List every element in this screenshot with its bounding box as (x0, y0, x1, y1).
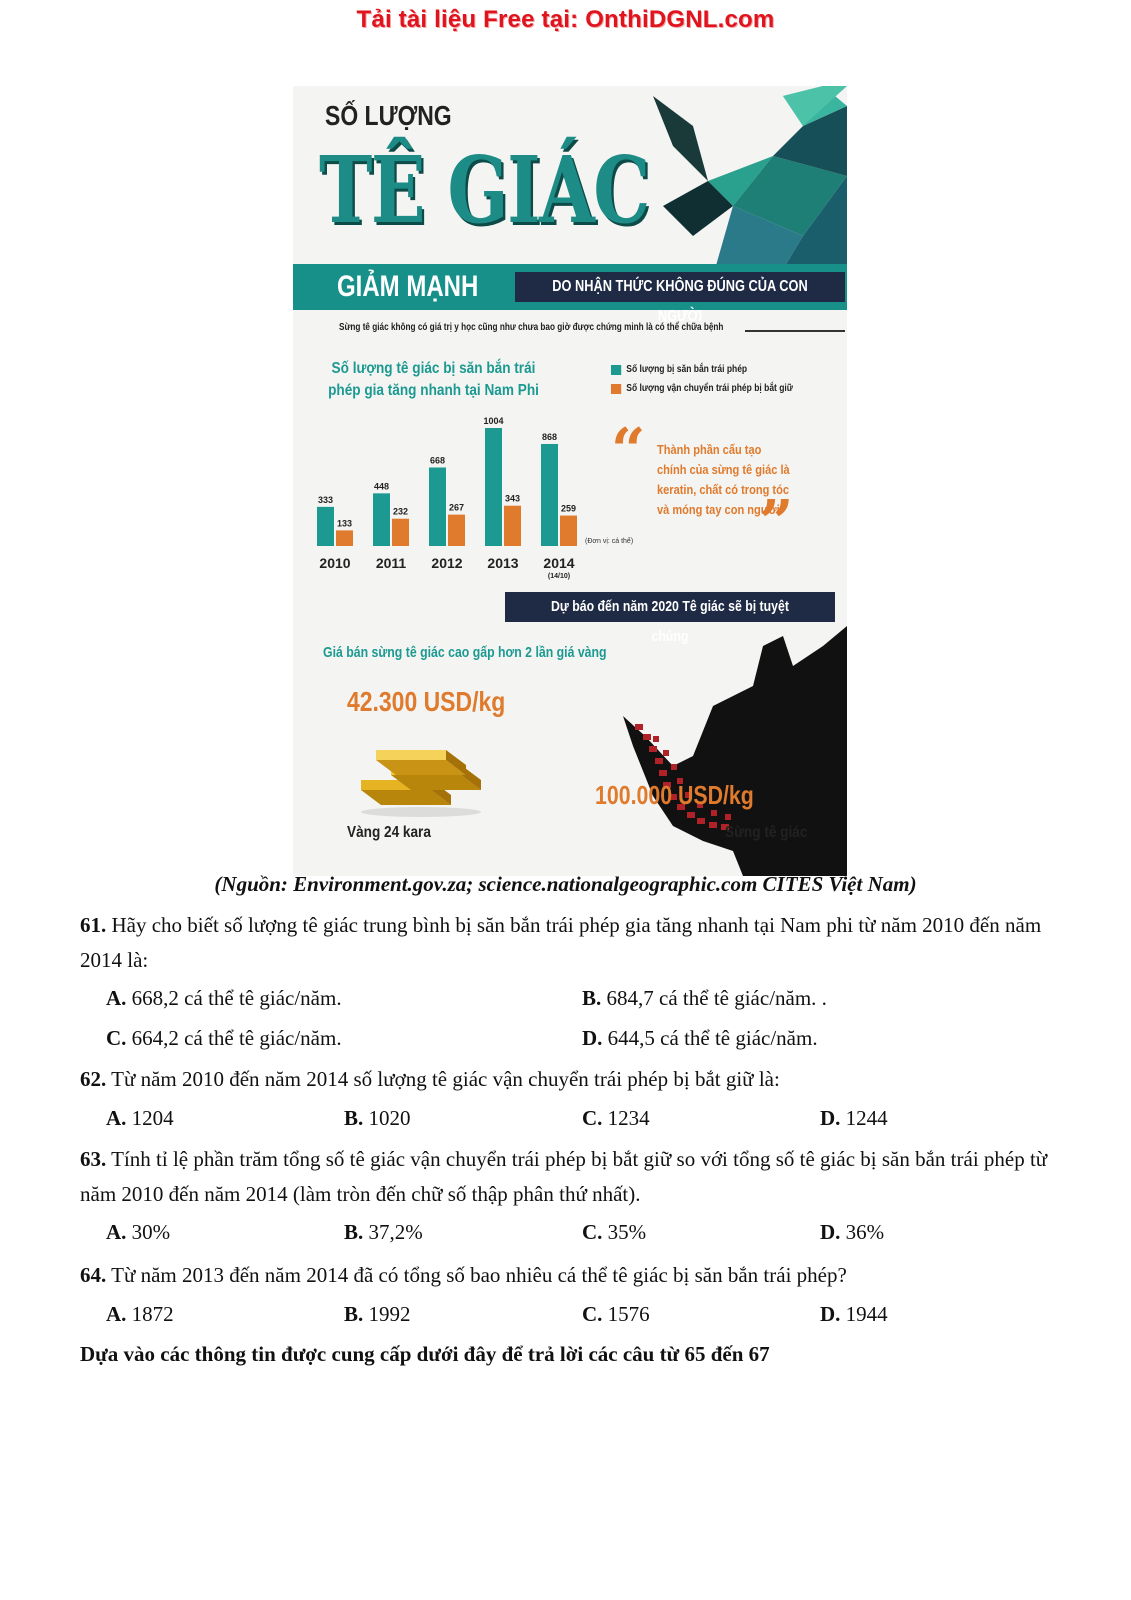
q62-option-d[interactable]: D. 1244 (820, 1106, 888, 1130)
rhino-infographic (293, 86, 847, 876)
question-text: Tính tỉ lệ phần trăm tổng số tê giác vận chuyển trái phép bị bắt giữ so với tổng số tê giác bị săn bắn trái phép từ năm 2010 đến năm 2014 (làm tròn đến chữ số thập phân thứ nhất). (80, 1147, 1048, 1206)
question-64 (80, 1258, 1050, 1293)
close-quote-icon: ” (759, 488, 794, 558)
headline-cause: DO NHẬN THỨC KHÔNG ĐÚNG CỦA CON NGƯỜI (515, 272, 845, 302)
q61-option-a[interactable]: A. 668,2 cá thể tê giác/năm. (106, 986, 342, 1010)
q63-option-d[interactable]: D. 36% (820, 1220, 885, 1244)
bar-poached-2012 (429, 467, 446, 546)
x-tick-label-2012: 2012 (431, 555, 463, 571)
q64-option-d[interactable]: D. 1944 (820, 1302, 888, 1326)
unit-note: (Đơn vị: cá thể) (585, 538, 634, 545)
q62-option-c[interactable]: C. 1234 (582, 1106, 650, 1130)
gold-price: 42.300 USD/kg (347, 686, 506, 717)
source-citation: (Nguồn: Environment.gov.za; science.nationalgeographic.com CITES Việt Nam) (214, 872, 917, 896)
q62-option-a[interactable]: A. 1204 (106, 1106, 174, 1130)
question-number: 64. (80, 1263, 107, 1287)
question-text: Từ năm 2013 đến năm 2014 đã có tổng số bao nhiêu cá thể tê giác bị săn bắn trái phép? (111, 1263, 847, 1287)
data-label-poached-2011: 448 (373, 481, 390, 492)
q63-option-b[interactable]: B. 37,2% (344, 1220, 423, 1244)
bar-poached-2013 (485, 428, 502, 546)
q63-option-c[interactable]: C. 35% (582, 1220, 647, 1244)
gold-label: Vàng 24 kara (347, 824, 431, 841)
q61-option-c[interactable]: C. 664,2 cá thể tê giác/năm. (106, 1026, 342, 1050)
data-label-poached-2010: 333 (317, 494, 334, 505)
legend-label-poached: Số lượng bị săn bắn trái phép (626, 364, 748, 375)
bar-seized-2011 (392, 519, 409, 546)
section-instruction: Dựa vào các thông tin được cung cấp dưới đây để trả lời các câu từ 65 đến 67 (80, 1342, 770, 1366)
x-tick-sublabel-2014: (14/10) (547, 573, 571, 580)
data-label-poached-2014: 868 (541, 431, 558, 442)
headline-decline: GIẢM MẠNH (337, 270, 479, 303)
bar-poached-2010 (317, 507, 334, 546)
q64-option-a[interactable]: A. 1872 (106, 1302, 174, 1326)
bar-poached-2014 (541, 444, 558, 546)
extinction-forecast: Dự báo đến năm 2020 Tê giác sẽ bị tuyệt chủng (505, 592, 835, 622)
legend-label-seized: Số lượng vận chuyển trái phép bị bắt giữ (626, 383, 793, 394)
question-text: Từ năm 2010 đến năm 2014 số lượng tê giác vận chuyển trái phép bị bắt giữ là: (111, 1067, 780, 1091)
x-tick-label-2011: 2011 (375, 555, 407, 571)
infographic-title-small: SỐ LƯỢNG (325, 100, 452, 131)
question-number: 63. (80, 1147, 107, 1171)
infographic-title-big: TÊ GIÁC (319, 136, 649, 244)
x-tick-label-2010: 2010 (319, 555, 351, 571)
horn-label: Sừng tê giác (725, 824, 808, 841)
question-number: 62. (80, 1067, 107, 1091)
q62-option-b[interactable]: B. 1020 (344, 1106, 411, 1130)
rhino-head-illustration (653, 86, 847, 286)
bar-poached-2011 (373, 493, 390, 546)
note-divider (745, 330, 845, 332)
question-text: Hãy cho biết số lượng tê giác trung bình bị săn bắn trái phép gia tăng nhanh tại Nam phi từ năm 2010 đến năm 2014 là: (80, 913, 1042, 972)
gold-bars-icon (351, 730, 491, 820)
data-label-seized-2012: 267 (448, 502, 465, 513)
legend-swatch-teal (611, 365, 621, 375)
data-label-poached-2013: 1004 (483, 416, 504, 426)
bar-seized-2012 (448, 515, 465, 546)
question-61 (80, 908, 1050, 978)
data-label-seized-2010: 133 (336, 518, 353, 529)
rhino-silhouette-icon (593, 626, 847, 876)
chart-title: Số lượng tê giác bị săn bắn trái phép gia tăng nhanh tại Nam Phi (328, 360, 539, 399)
bar-seized-2013 (504, 506, 521, 546)
medical-value-note: Sừng tê giác không có giá trị y học cũng như chưa bao giờ được chứng minh là có thể chữa bệnh (339, 322, 724, 333)
q61-option-b[interactable]: B. 684,7 cá thể tê giác/năm. . (582, 986, 827, 1010)
bar-seized-2014 (560, 516, 577, 546)
q63-option-a[interactable]: A. 30% (106, 1220, 171, 1244)
question-number: 61. (80, 913, 107, 937)
legend-item-poached (611, 364, 793, 375)
q61-option-d[interactable]: D. 644,5 cá thể tê giác/năm. (582, 1026, 818, 1050)
x-tick-label-2014: 2014 (543, 555, 575, 571)
quote-text: Thành phần cấu tạo chính của sừng tê giác là keratin, chất có trong tóc và móng tay con người. (657, 442, 790, 517)
data-label-seized-2013: 343 (504, 493, 521, 504)
bar-seized-2010 (336, 530, 353, 546)
question-62 (80, 1062, 1050, 1097)
data-label-poached-2012: 668 (429, 455, 446, 466)
rhino-bar-chart (313, 386, 643, 586)
question-63 (80, 1142, 1050, 1212)
open-quote-icon: “ (611, 416, 646, 486)
x-tick-label-2013: 2013 (487, 555, 519, 571)
horn-price: 100.000 USD/kg (595, 780, 754, 810)
q64-option-c[interactable]: C. 1576 (582, 1302, 650, 1326)
data-label-seized-2011: 232 (392, 506, 409, 517)
q64-option-b[interactable]: B. 1992 (344, 1302, 411, 1326)
price-comparison-note: Giá bán sừng tê giác cao gấp hơn 2 lần giá vàng (323, 644, 607, 661)
download-banner[interactable]: Tải tài liệu Free tại: OnthiDGNL.com (356, 6, 775, 33)
chart-legend (611, 364, 825, 402)
data-label-seized-2014: 259 (560, 503, 577, 514)
